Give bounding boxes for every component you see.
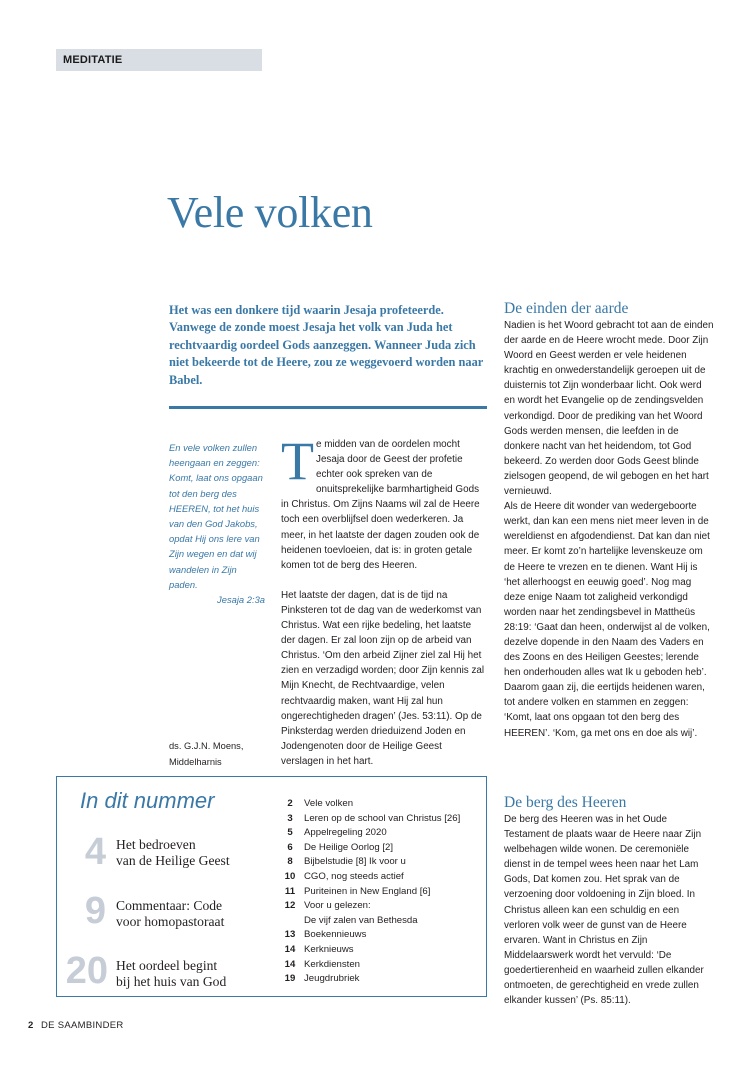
feature-3-link[interactable] xyxy=(116,958,226,990)
toc-page-number: 3 xyxy=(287,812,293,824)
toc-page-number: 14 xyxy=(284,958,296,970)
toc-page-number: 11 xyxy=(284,885,296,897)
paragraph-3: Nadien is het Woord gebracht tot aan de einden der aarde en de Heere wrocht mede. Door Zijn Woord en Geest werden er vele heidenen krachtig en onwederstandelijk geroepen uit de duisternis tot Zijn wonderbaar licht. Ook werd en wordt het Evangelie op de zendingsvelden verkondigd. Door de prediking van het Woord Gods werden mensen, die leefden in de donkere nacht van het heidendom, tot God bekeerd. Zo werden door Gods Geest blinde zielsogen geopend, de wil gebogen en het hart vernieuwd. xyxy=(504,320,714,498)
feature-3-number: 20 xyxy=(65,950,108,992)
toc-title: Bijbelstudie [8] Ik voor u xyxy=(304,856,406,868)
table-of-contents xyxy=(276,797,486,987)
article-intro: Het was een donkere tijd waarin Jesaja profeteerde. Vanwege de zonde moest Jesaja het volk van Juda het rechtvaardig oordeel Gods aanzeggen. Wanneer Juda zich niet bekeerde tot de Heere, zou ze weggevoerd worden naar Babel. xyxy=(169,303,484,387)
toc-title: Jeugdrubriek xyxy=(304,973,360,985)
toc-title: Puriteinen in New England [6] xyxy=(304,885,431,897)
feature-1-link[interactable] xyxy=(116,837,230,869)
toc-row[interactable] xyxy=(276,928,486,943)
toc-title: De vijf zalen van Bethesda xyxy=(304,914,418,926)
toc-page-number: 13 xyxy=(284,929,296,941)
bible-quote-text: En vele volken zullen heengaan en zeggen: Komt, laat ons opgaan tot den berg des HEEREN, tot het huis van den God Jakobs, opdat Hij ons lere van Zijn wegen en dat wij wandelen in Zijn paden. xyxy=(169,442,263,590)
toc-page-number: 10 xyxy=(284,870,296,882)
toc-row[interactable] xyxy=(276,826,486,841)
feature-2-number: 9 xyxy=(84,890,106,932)
toc-row[interactable] xyxy=(276,855,486,870)
article-column-right xyxy=(504,300,714,741)
subheading-berg: De berg des Heeren xyxy=(504,794,627,811)
toc-title: CGO, nog steeds actief xyxy=(304,870,404,882)
author-credit xyxy=(169,739,269,770)
article-column-right-lower xyxy=(504,794,714,1008)
toc-row[interactable] xyxy=(276,914,486,929)
magazine-name: DE SAAMBINDER xyxy=(41,1020,124,1031)
paragraph-1-text: e midden van de oordelen mocht Jesaja door de Geest der profetie echter ook spreken van de onuitsprekelijke barmhartigheid Gods in Christus. Om Zijns Naams wil zal de Heere toch een overblijfsel doen wederkeren. Ja meer, in het laatste der dagen zouden ook de heidenen toevloeien, dat is: in groten getale komen tot de berg des Heeren. xyxy=(281,439,480,571)
section-tag: MEDITATIE xyxy=(56,49,262,71)
article-title: Vele volken xyxy=(167,188,373,237)
toc-row[interactable] xyxy=(276,841,486,856)
toc-row[interactable] xyxy=(276,885,486,900)
feature-2-link[interactable] xyxy=(116,898,224,930)
page-number: 2 xyxy=(28,1020,34,1031)
toc-page-number: 6 xyxy=(287,841,293,853)
toc-row[interactable] xyxy=(276,972,486,987)
toc-page-number xyxy=(276,914,304,929)
toc-page-number: 5 xyxy=(287,827,293,839)
feature-2-line-1: Commentaar: Code xyxy=(116,898,223,913)
toc-row[interactable] xyxy=(276,958,486,973)
toc-page-number: 19 xyxy=(284,973,296,985)
toc-title: Vele volken xyxy=(304,798,354,809)
feature-1-number: 4 xyxy=(84,831,106,873)
feature-3-line-1: Het oordeel begint xyxy=(116,958,218,973)
toc-title: Voor u gelezen: xyxy=(304,900,371,912)
toc-title: Kerkdiensten xyxy=(304,958,360,970)
toc-title: Appelregeling 2020 xyxy=(304,827,387,839)
contents-title: In dit nummer xyxy=(80,788,215,813)
paragraph-1 xyxy=(281,431,485,573)
toc-row[interactable] xyxy=(276,812,486,827)
feature-1-line-2: van de Heilige Geest xyxy=(116,853,230,868)
toc-page-number: 2 xyxy=(287,798,293,809)
toc-page-number: 12 xyxy=(284,900,296,912)
paragraph-2: Het laatste der dagen, dat is de tijd na Pinksteren tot de dag van de wederkomst van Christus. Wat een rijke bedeling, het laatste der dagen. Er zal loon zijn op de arbeid van Christus. ‘Om den arbeid Zijner ziel zal Hij het zien en verzadigd worden; door Zijn kennis zal Mijn Knecht, de Rechtvaardige, velen rechtvaardig maken, want Hij zal hun ongerechtigheden dragen’ (Jes. 53:11). Op de Pinksterdag werden drieduizend Joden en Jodengenoten door de Heilige Geest verslagen in het hart. xyxy=(281,589,485,767)
author-place: Middelharnis xyxy=(169,756,222,767)
author-name: ds. G.J.N. Moens, xyxy=(169,741,244,751)
toc-row[interactable] xyxy=(276,870,486,885)
feature-3-line-2: bij het huis van God xyxy=(116,974,227,989)
toc-title: Leren op de school van Christus [26] xyxy=(304,812,461,824)
paragraph-5: De berg des Heeren was in het Oude Testament de plaats waar de Heere naar Zijn welbehagen wilde wonen. De ceremoniële dienst in de tempel wees heen naar het Lam Gods, Dat komen zou. Het sprak van de verzoening door voldoening in Zijn bloed. In Christus alleen kan een schuldig en een verloren volk weer de gunst van de Heere ervaren. Want in Christus en Zijn Middelaarswerk wordt het vervuld: ‘De goedertierenheid en waarheid zullen elkander ontmoeten, de gerechtigheid en vrede zullen elkander kussen’ (Ps. 85:11). xyxy=(504,814,704,1007)
toc-row[interactable] xyxy=(276,899,486,914)
subheading-einden: De einden der aarde xyxy=(504,300,629,317)
toc-title: De Heilige Oorlog [2] xyxy=(304,841,394,853)
feature-1-line-1: Het bedroeven xyxy=(116,837,196,852)
toc-title: Kerknieuws xyxy=(304,943,354,955)
toc-page-number: 14 xyxy=(284,943,296,955)
paragraph-4: Als de Heere dit wonder van wedergeboorte werkt, dan kan een mens niet meer leven in de wereldienst en afgodendienst. Dat kan dan niet meer. Er komt zo’n hartelijke levenskeuze om de Heere te vrezen en te dienen. Want Hij is ‘het allerhoogst en eeuwig goed’. Nog mag deze enige Naam tot zaligheid verkondigd worden naar het zendingsbevel in Mattheüs 28:19: ‘Gaat dan heen, onderwijst al de volken, dezelve dopende in den Naam des Vaders en des Zoons en des Heiligen Geestes; lerende hen onderhouden alles wat Ik u geboden heb’. Daarom gaan zij, die eertijds heidenen waren, tot andere volken en stammen en zeggen: ‘Komt, laat ons opgaan tot den berg des HEEREN’. ‘Kom, ga met ons en doe als wij’. xyxy=(504,501,710,739)
toc-row[interactable] xyxy=(276,797,486,812)
bible-quote xyxy=(169,440,265,607)
feature-2-line-2: voor homopastoraat xyxy=(116,914,225,929)
intro-divider xyxy=(169,406,487,409)
bible-quote-reference: Jesaja 2:3a xyxy=(217,594,265,606)
toc-row[interactable] xyxy=(276,943,486,958)
toc-page-number: 8 xyxy=(287,856,293,868)
toc-title: Boekennieuws xyxy=(304,929,367,941)
article-column-middle xyxy=(281,431,485,784)
drop-cap: T xyxy=(281,431,314,491)
